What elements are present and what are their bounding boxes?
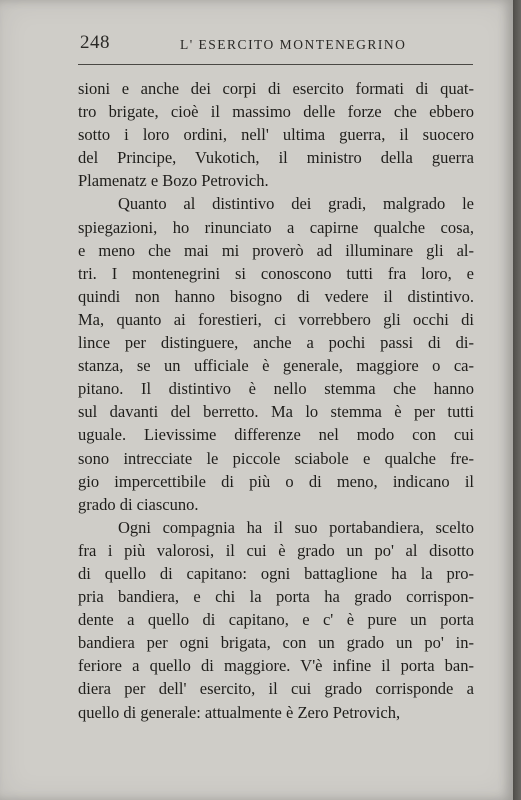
text-line: spiegazioni, ho rinunciato a capirne qualche cosa, xyxy=(78,217,474,237)
text-line: di quello di capitano: ogni battaglione ha la pro- xyxy=(78,563,474,583)
text-line: Ma, quanto ai forestieri, ci vorrebbero gli occhi di xyxy=(78,309,474,329)
text-line: grado di ciascuno. xyxy=(78,494,199,514)
text-line: lince per distinguere, anche a pochi passi di di- xyxy=(78,333,474,353)
text-line: Quanto al distintivo dei gradi, malgrado le xyxy=(118,194,474,214)
text-line: feriore a quello di maggiore. V'è infine il porta ban- xyxy=(78,656,474,676)
text-line: sotto i loro ordini, nell' ultima guerra, il suocero xyxy=(78,125,474,145)
page-number: 248 xyxy=(80,32,110,53)
text-line: sono intrecciate le piccole sciabole e qualche fre- xyxy=(78,448,474,468)
text-line: pitano. Il distintivo è nello stemma che hanno xyxy=(78,379,474,399)
text-line: tri. I montenegrini si conoscono tutti fra loro, e xyxy=(78,263,474,283)
page-edge xyxy=(513,0,521,800)
paragraph xyxy=(78,516,474,724)
text-line: pria bandiera, e chi la porta ha grado corrispon- xyxy=(78,587,474,607)
text-line: dente a quello di capitano, e c' è pure un porta xyxy=(78,610,474,630)
text-line: sul davanti del berretto. Ma lo stemma è per tutti xyxy=(78,402,474,422)
text-line: e meno che mai mi proverò ad illuminare gli al- xyxy=(78,240,474,260)
text-line: quello di generale: attualmente è Zero Petrovich, xyxy=(78,702,401,722)
text-line: stanza, se un ufficiale è generale, maggiore o ca- xyxy=(78,356,474,376)
text-line: bandiera per ogni brigata, con un grado un po' in- xyxy=(78,633,474,653)
text-line: diera per dell' esercito, il cui grado corrisponde a xyxy=(78,679,474,699)
body-text xyxy=(78,77,474,724)
text-line: Plamenatz e Bozo Petrovich. xyxy=(78,171,269,191)
header-rule xyxy=(78,64,473,65)
text-line: sioni e anche dei corpi di esercito formati di quat- xyxy=(78,79,474,98)
text-line: Ogni compagnia ha il suo portabandiera, scelto xyxy=(118,517,474,537)
text-line: del Principe, Vukotich, il ministro della guerra xyxy=(78,148,474,168)
text-line: tro brigate, cioè il massimo delle forze che ebbero xyxy=(78,102,474,122)
paragraph xyxy=(78,77,474,192)
page-header xyxy=(80,32,472,60)
text-line: quindi non hanno bisogno di vedere il distintivo. xyxy=(78,286,474,306)
text-line: uguale. Lievissime differenze nel modo con cui xyxy=(78,425,474,445)
running-title: L' ESERCITO MONTENEGRINO xyxy=(180,37,407,52)
paragraph xyxy=(78,192,474,515)
text-line: fra i più valorosi, il cui è grado un po' al disotto xyxy=(78,540,474,560)
text-line: gio impercettibile di più o di meno, indicano il xyxy=(78,471,474,491)
